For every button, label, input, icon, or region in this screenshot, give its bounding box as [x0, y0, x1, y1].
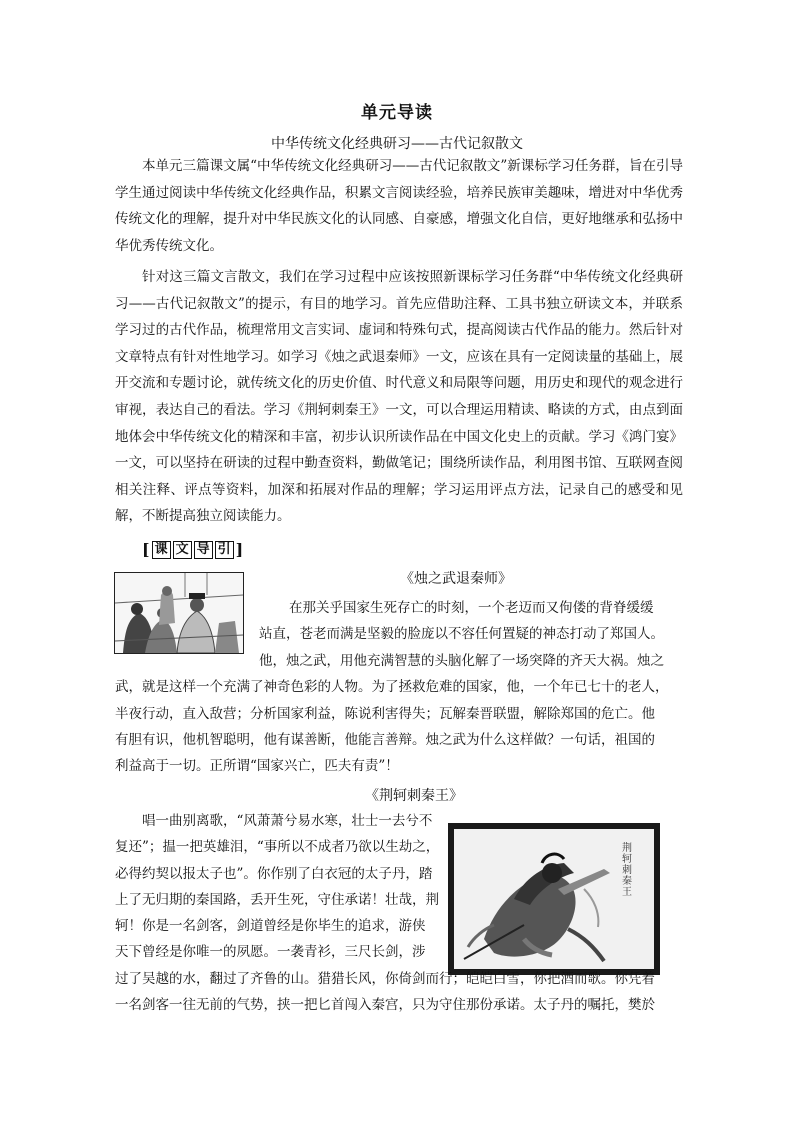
story-1-line: 在那关乎国家生死存亡的时刻，一个老迈而又佝偻的背脊缓缓 — [289, 600, 654, 616]
story-1-line: 有胆有识，他机智聪明，他有谋善断，他能言善辩。烛之武为什么这样做？一句话，祖国的 — [115, 732, 655, 749]
jingke-inscription: 荆轲刺秦王 — [622, 843, 632, 898]
page-title: 单元导读 — [361, 103, 433, 123]
intro-paragraph-1: 本单元三篇课文属“中华传统文化经典研习——古代记叙散文”新课标学习任务群，旨在引导学生通过阅读中华传统文化经典作品，积累文言阅读经验，培养民族审美趣味，增进对中华优秀传统文化的理解，提升对中华民族文化的认同感、自豪感，增强文化自信，更好地继承和弘扬中华优秀传统文化。 — [115, 158, 683, 254]
story-2-line: 轲！你是一名剑客，剑道曾经是你毕生的追求，游侠 — [115, 918, 426, 935]
story-1-title: 《烛之武退秦师》 — [400, 571, 512, 587]
story-2-line: 必得约契以报太子也”。你作别了白衣冠的太子丹，踏 — [115, 865, 433, 882]
story-2-line: 天下曾经是你唯一的夙愿。一袭青衫，三尺长剑，涉 — [115, 944, 426, 961]
intro-paragraph-2: 针对这三篇文言散文，我们在学习过程中应该按照新课标学习任务群“中华传统文化经典研习——古代记叙散文”的提示，有目的地学习。首先应借助注释、工具书独立研读文本，并联系学习过的古代作品，梳理常用文言实词、虚词和特殊句式，提高阅读古代作品的能力。然后针对文章特点有针对性地学习。如学习《烛之武退秦师》一文，应该在具有一定阅读量的基础上，展开交流和专题讨论，就传统文化的历史价值、时代意义和局限等问题，用历史和现代的观念进行审视，表达自己的看法。学习《荆轲刺秦王》一文，可以合理运用精读、略读的方式，由点到面地体会中华传统文化的精深和丰富，初步认识所读作品在中国文化史上的贡献。学习《鸿门宴》一文，可以坚持在研读的过程中勤查资料，勤做笔记；围绕所读作品，利用图书馆、互联网查阅相关注释、评点等资料，加深和拓展对作品的理解；学习运用评点方法，记录自己的感受和见解，不断提高独立阅读能力。 — [115, 269, 683, 525]
page-subtitle: 中华传统文化经典研习——古代记叙散文 — [271, 136, 523, 152]
section-tag-char: 课 — [152, 541, 171, 559]
section-tag-close-bracket: ] — [235, 540, 244, 559]
section-tag-char: 导 — [194, 541, 213, 559]
story-1-line: 站直，苍老而满是坚毅的脸庞以不容任何置疑的神态打动了郑国人。 — [259, 626, 664, 643]
story-1-line: 武，就是这样一个充满了神奇色彩的人物。为了拯救危难的国家，他，一个年已七十的老人， — [115, 679, 669, 696]
section-tag-char: 引 — [215, 541, 234, 559]
story-2-line: 复还”；揾一把英雄泪，“事所以不成者乃欲以生劫之， — [115, 839, 440, 856]
section-tag-char: 文 — [173, 541, 192, 559]
story-2-line: 上了无归期的秦国路，丢开生死，守住承诺！壮哉，荆 — [115, 891, 439, 908]
section-tag-open-bracket: [ — [142, 540, 150, 559]
section-tag — [141, 540, 244, 559]
story-2-line: 唱一曲别离歌，“风萧萧兮易水寒，壮士一去兮不 — [142, 813, 433, 829]
story-2-title: 《荆轲刺秦王》 — [365, 788, 463, 804]
story-1-line: 半夜行动，直入敌营；分析国家利益，陈说利害得失；瓦解秦晋联盟，解除郑国的危亡。他 — [115, 705, 655, 722]
story-2-line: 一名剑客一往无前的气势，挟一把匕首闯入秦宫，只为守住那份承诺。太子丹的嘱托，樊於 — [115, 997, 655, 1014]
story-1-line: 利益高于一切。正所谓“国家兴亡，匹夫有责”！ — [115, 758, 399, 775]
story-1-line: 他，烛之武，用他充满智慧的头脑化解了一场突降的齐天大祸。烛之 — [259, 652, 664, 669]
story-2-line: 过了吴越的水，翻过了齐鲁的山。猎猎长风，你倚剑而行；皑皑白雪，你把酒而歌。你凭着 — [115, 970, 655, 987]
story-2-text — [115, 808, 683, 1018]
story-1-text — [115, 590, 683, 780]
